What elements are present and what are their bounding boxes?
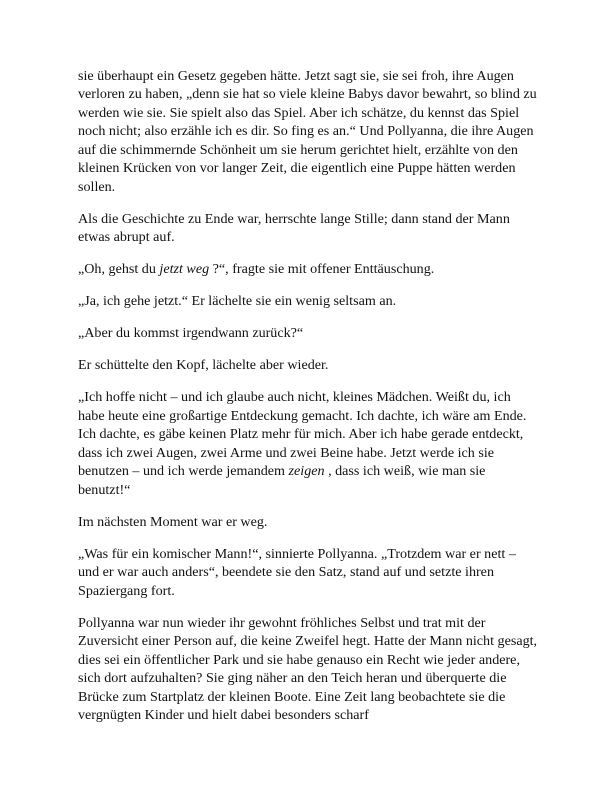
text-run: Im nächsten Moment war er weg. (78, 513, 268, 530)
paragraph (78, 210, 540, 247)
text-run: Er schüttelte den Kopf, lächelte aber wieder. (78, 357, 329, 374)
text-run: „Oh, gehst du (78, 261, 160, 278)
document-page (78, 67, 540, 738)
paragraph (78, 67, 540, 196)
paragraph (78, 513, 540, 531)
paragraph (78, 356, 540, 374)
text-run: Als die Geschichte zu Ende war, herrschte lange Stille; dann stand der Mann etwas abrupt auf. (78, 210, 510, 246)
text-run: ?“, fragte sie mit offener Enttäuschung. (209, 261, 435, 278)
text-run: „Ich hoffe nicht – und ich glaube auch nicht, kleines Mädchen. Weißt du, ich habe heute eine großartige Entdeckung gemacht. Ich dachte, ich wäre am Ende. Ich dachte, es gäbe keinen Platz mehr für mich. Aber ich habe gerade entdeckt, dass ich zwei Augen, zwei Arme und zwei Beine habe. Jetzt werde ich sie benutzen – und ich werde jemandem (78, 389, 527, 480)
text-run: „Aber du kommst irgendwann zurück?“ (78, 325, 304, 342)
text-run: Pollyanna war nun wieder ihr gewohnt fröhliches Selbst und trat mit der Zuversicht einer Person auf, die keine Zweifel hegt. Hatte der Mann nicht gesagt, dies sei ein öffentlicher Park und sie habe genauso ein Recht wie jeder andere, sich dort aufzuhalten? Sie ging näher an den Teich heran und überquerte die Brücke zum Startplatz der kleinen Boote. Eine Zeit lang beobachtete sie die vergnügten Kinder und hielt dabei besonders scharf (78, 614, 538, 724)
text-run: „Ja, ich gehe jetzt.“ Er lächelte sie ein wenig seltsam an. (78, 293, 397, 310)
italic-text-run: zeigen (288, 463, 325, 480)
text-run: , dass ich weiß, wie man sie benutzt!“ (78, 463, 486, 498)
paragraph (78, 292, 540, 310)
italic-text-run: jetzt weg (159, 261, 210, 278)
paragraph (78, 260, 540, 278)
text-run: „Was für ein komischer Mann!“, sinnierte Pollyanna. „Trotzdem war er nett – und er war auch anders“, beendete sie den Satz, stand auf und setzte ihren Spaziergang fort. (78, 545, 516, 599)
text-run: sie überhaupt ein Gesetz gegeben hätte. Jetzt sagt sie, sie sei froh, ihre Augen verloren zu haben, „denn sie hat so viele kleine Babys davor bewahrt, so blind zu werden wie sie. Sie spielt also das Spiel. Aber ich schätze, du kennst das Spiel noch nicht; also erzähle ich es dir. So fing es an.“ Und Pollyanna, die ihre Augen auf die schimmernde Schönheit um sie herum gerichtet hielt, erzählte von den kleinen Krücken von vor langer Zeit, die eigentlich eine Puppe hätten werden sollen. (78, 68, 537, 195)
paragraph (78, 614, 540, 725)
paragraph (78, 388, 540, 499)
paragraph (78, 545, 540, 600)
paragraph (78, 324, 540, 342)
